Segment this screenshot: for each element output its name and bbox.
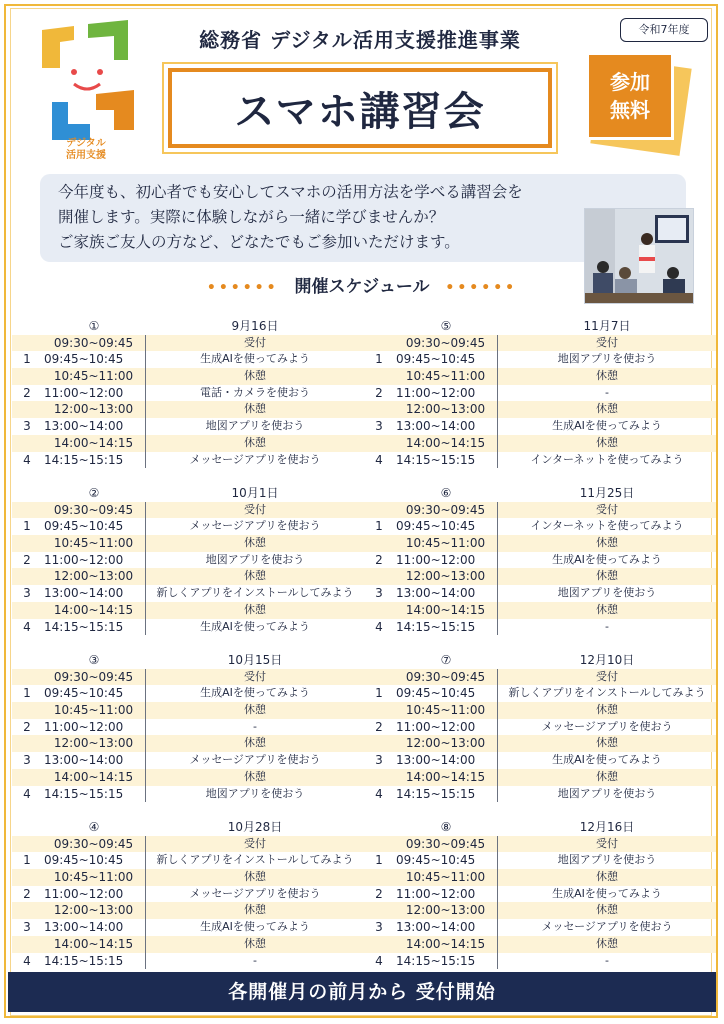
lesson-number: 4 xyxy=(375,452,383,467)
lesson-time: 09:30~09:45 xyxy=(394,502,498,519)
table-row xyxy=(12,452,364,469)
table-row xyxy=(364,602,716,619)
lesson-content: 休憩 xyxy=(244,569,266,583)
lesson-time: 14:15~15:15 xyxy=(394,619,498,636)
lesson-number: 4 xyxy=(23,452,31,467)
schedule-table xyxy=(12,819,364,969)
lesson-time: 12:00~13:00 xyxy=(394,401,498,418)
session-date: 11月7日 xyxy=(583,319,631,333)
lesson-number: 4 xyxy=(375,619,383,634)
lesson-content: 新しくアプリをインストールしてみよう xyxy=(156,853,354,867)
lesson-content: インターネットを使ってみよう xyxy=(530,452,684,466)
lesson-number: 1 xyxy=(375,686,383,701)
lesson-number: 2 xyxy=(375,385,383,400)
lesson-content: - xyxy=(253,719,257,733)
lesson-time: 13:00~14:00 xyxy=(394,418,498,435)
lesson-time: 14:15~15:15 xyxy=(42,619,146,636)
lesson-time: 13:00~14:00 xyxy=(42,752,146,769)
table-row xyxy=(364,552,716,569)
lesson-content: 休憩 xyxy=(244,703,266,717)
lesson-content: 休憩 xyxy=(596,703,618,717)
lesson-content: 受付 xyxy=(244,669,266,683)
table-row xyxy=(364,702,716,719)
table-row xyxy=(364,385,716,402)
lesson-content: 休憩 xyxy=(596,870,618,884)
lesson-number: 3 xyxy=(23,753,31,768)
lesson-time: 11:00~12:00 xyxy=(42,886,146,903)
table-row xyxy=(12,385,364,402)
lesson-time: 10:45~11:00 xyxy=(42,869,146,886)
schedule-table xyxy=(12,318,364,468)
session-date: 10月15日 xyxy=(227,653,283,667)
lesson-time: 11:00~12:00 xyxy=(394,886,498,903)
lesson-content: 地図アプリを使おう xyxy=(557,352,657,366)
table-row xyxy=(364,719,716,736)
lesson-number: 2 xyxy=(375,886,383,901)
table-row xyxy=(12,936,364,953)
table-row xyxy=(364,919,716,936)
ministry-title: 総務省 デジタル活用支援推進事業 xyxy=(199,28,521,52)
lesson-time: 09:45~10:45 xyxy=(42,518,146,535)
schedule-table xyxy=(364,819,716,969)
dots-right-icon: •••••• xyxy=(445,280,518,296)
table-row xyxy=(364,752,716,769)
lesson-number: 1 xyxy=(375,352,383,367)
lesson-content: インターネットを使ってみよう xyxy=(530,519,684,533)
lesson-number: 2 xyxy=(23,719,31,734)
table-row xyxy=(364,518,716,535)
session-number: ② xyxy=(88,486,100,500)
table-row xyxy=(364,452,716,469)
lesson-content: 地図アプリを使おう xyxy=(557,586,657,600)
lesson-number: 2 xyxy=(375,552,383,567)
lesson-content: 休憩 xyxy=(596,769,618,783)
lesson-time: 14:00~14:15 xyxy=(394,435,498,452)
table-row xyxy=(12,401,364,418)
lesson-content: 休憩 xyxy=(596,736,618,750)
lesson-time: 09:30~09:45 xyxy=(394,836,498,853)
session-date: 12月10日 xyxy=(579,653,635,667)
lesson-content: 休憩 xyxy=(244,903,266,917)
lesson-content: 休憩 xyxy=(596,602,618,616)
table-row xyxy=(12,769,364,786)
lesson-content: 休憩 xyxy=(244,402,266,416)
schedule-table xyxy=(364,652,716,802)
lesson-number: 3 xyxy=(375,586,383,601)
lesson-time: 11:00~12:00 xyxy=(42,552,146,569)
lesson-number: 1 xyxy=(375,853,383,868)
lesson-time: 14:00~14:15 xyxy=(42,602,146,619)
table-row xyxy=(12,886,364,903)
lesson-time: 09:45~10:45 xyxy=(42,852,146,869)
lesson-time: 10:45~11:00 xyxy=(394,869,498,886)
lesson-number: 4 xyxy=(375,953,383,968)
lesson-content: メッセージアプリを使おう xyxy=(541,719,673,733)
lesson-content: - xyxy=(605,953,609,967)
lesson-number: 2 xyxy=(23,552,31,567)
lesson-content: 休憩 xyxy=(596,936,618,950)
lesson-time: 09:30~09:45 xyxy=(42,669,146,686)
lesson-time: 10:45~11:00 xyxy=(394,368,498,385)
schedule-header-row xyxy=(12,652,364,669)
schedule-table xyxy=(12,652,364,802)
lesson-time: 14:00~14:15 xyxy=(394,936,498,953)
lesson-content: 休憩 xyxy=(596,536,618,550)
lesson-content: メッセージアプリを使おう xyxy=(189,886,321,900)
lesson-number: 2 xyxy=(375,719,383,734)
lesson-number: 1 xyxy=(375,519,383,534)
table-row xyxy=(364,619,716,636)
lesson-time: 14:15~15:15 xyxy=(42,953,146,970)
session-number: ① xyxy=(88,319,100,333)
lesson-time: 14:15~15:15 xyxy=(394,786,498,803)
table-row xyxy=(364,836,716,853)
lesson-content: 生成AIを使ってみよう xyxy=(200,619,310,633)
table-row xyxy=(364,669,716,686)
lesson-content: メッセージアプリを使おう xyxy=(189,452,321,466)
lesson-content: 休憩 xyxy=(244,602,266,616)
lesson-time: 10:45~11:00 xyxy=(42,702,146,719)
lesson-content: - xyxy=(253,953,257,967)
lesson-content: 休憩 xyxy=(244,936,266,950)
table-row xyxy=(12,869,364,886)
lesson-time: 14:00~14:15 xyxy=(42,769,146,786)
schedule-table xyxy=(364,318,716,468)
lesson-time: 10:45~11:00 xyxy=(394,535,498,552)
table-row xyxy=(364,401,716,418)
schedule-header-row xyxy=(364,485,716,502)
table-row xyxy=(12,735,364,752)
lesson-number: 4 xyxy=(23,786,31,801)
lesson-content: 休憩 xyxy=(244,769,266,783)
lesson-time: 14:15~15:15 xyxy=(42,786,146,803)
lesson-time: 11:00~12:00 xyxy=(394,552,498,569)
lesson-content: 地図アプリを使おう xyxy=(205,552,305,566)
free-badge xyxy=(586,52,686,150)
lesson-time: 09:30~09:45 xyxy=(42,836,146,853)
lesson-time: 12:00~13:00 xyxy=(394,568,498,585)
schedule-header-row xyxy=(364,652,716,669)
lesson-content: 休憩 xyxy=(596,903,618,917)
page-title: スマホ講習会 xyxy=(234,89,486,135)
lesson-content: 地図アプリを使おう xyxy=(557,786,657,800)
lesson-content: 受付 xyxy=(596,502,618,516)
lesson-time: 11:00~12:00 xyxy=(42,385,146,402)
lesson-content: 生成AIを使ってみよう xyxy=(200,920,310,934)
lesson-content: 休憩 xyxy=(244,435,266,449)
session-number: ⑦ xyxy=(440,653,452,667)
table-row xyxy=(364,735,716,752)
lesson-time: 12:00~13:00 xyxy=(42,401,146,418)
lesson-content: 受付 xyxy=(596,335,618,349)
dots-left-icon: •••••• xyxy=(206,280,279,296)
lesson-time: 09:30~09:45 xyxy=(42,335,146,352)
table-row xyxy=(364,786,716,803)
lesson-number: 3 xyxy=(23,920,31,935)
session-date: 10月28日 xyxy=(227,820,283,834)
schedule-title: •••••• 開催スケジュール •••••• xyxy=(206,277,518,297)
session-date: 11月25日 xyxy=(579,486,635,500)
lesson-number: 3 xyxy=(23,586,31,601)
lesson-time: 14:15~15:15 xyxy=(394,953,498,970)
lesson-content: 地図アプリを使おう xyxy=(557,853,657,867)
lesson-content: 休憩 xyxy=(596,435,618,449)
lesson-time: 09:45~10:45 xyxy=(394,685,498,702)
lesson-content: 生成AIを使ってみよう xyxy=(552,552,662,566)
lesson-number: 1 xyxy=(23,352,31,367)
lesson-time: 12:00~13:00 xyxy=(42,568,146,585)
table-row xyxy=(12,902,364,919)
lesson-time: 14:00~14:15 xyxy=(42,435,146,452)
table-row xyxy=(364,852,716,869)
table-row xyxy=(12,502,364,519)
table-row xyxy=(12,335,364,352)
lesson-time: 11:00~12:00 xyxy=(394,385,498,402)
lesson-content: 生成AIを使ってみよう xyxy=(552,419,662,433)
lesson-time: 09:30~09:45 xyxy=(394,669,498,686)
table-row xyxy=(364,335,716,352)
table-row xyxy=(364,685,716,702)
table-row xyxy=(12,685,364,702)
lesson-number: 4 xyxy=(375,786,383,801)
lesson-time: 09:45~10:45 xyxy=(42,685,146,702)
logo-text: デジタル 活用支援 xyxy=(66,138,106,161)
table-row xyxy=(12,953,364,970)
lesson-time: 13:00~14:00 xyxy=(394,585,498,602)
table-row xyxy=(12,836,364,853)
lesson-content: 休憩 xyxy=(244,369,266,383)
table-row xyxy=(12,368,364,385)
table-row xyxy=(364,368,716,385)
schedule-header-row xyxy=(364,318,716,335)
table-row xyxy=(364,568,716,585)
lesson-time: 14:15~15:15 xyxy=(394,452,498,469)
table-row xyxy=(364,869,716,886)
lesson-number: 1 xyxy=(23,686,31,701)
table-row xyxy=(364,936,716,953)
lesson-content: 受付 xyxy=(596,836,618,850)
lesson-content: 生成AIを使ってみよう xyxy=(552,886,662,900)
lesson-content: メッセージアプリを使おう xyxy=(189,753,321,767)
table-row xyxy=(12,435,364,452)
session-number: ⑥ xyxy=(440,486,452,500)
table-row xyxy=(12,786,364,803)
lesson-content: 休憩 xyxy=(244,736,266,750)
lesson-content: 電話・カメラを使おう xyxy=(200,385,310,399)
lesson-number: 4 xyxy=(23,953,31,968)
session-date: 9月16日 xyxy=(231,319,279,333)
lesson-content: - xyxy=(605,619,609,633)
lesson-content: 休憩 xyxy=(596,569,618,583)
lesson-content: 受付 xyxy=(596,669,618,683)
table-row xyxy=(12,585,364,602)
schedule-header-row xyxy=(12,485,364,502)
lesson-time: 10:45~11:00 xyxy=(42,368,146,385)
lesson-time: 13:00~14:00 xyxy=(42,585,146,602)
lesson-content: 生成AIを使ってみよう xyxy=(200,686,310,700)
schedule-header-row xyxy=(12,819,364,836)
lesson-time: 10:45~11:00 xyxy=(394,702,498,719)
table-row xyxy=(364,435,716,452)
lesson-content: 地図アプリを使おう xyxy=(205,786,305,800)
lesson-time: 09:30~09:45 xyxy=(42,502,146,519)
lesson-content: 休憩 xyxy=(244,536,266,550)
lesson-time: 11:00~12:00 xyxy=(394,719,498,736)
lesson-content: 新しくアプリをインストールしてみよう xyxy=(156,586,354,600)
table-row xyxy=(364,886,716,903)
schedule-header-row xyxy=(364,819,716,836)
session-date: 10月1日 xyxy=(231,486,279,500)
lesson-number: 1 xyxy=(23,853,31,868)
lesson-time: 09:45~10:45 xyxy=(394,518,498,535)
table-row xyxy=(12,852,364,869)
lesson-time: 09:30~09:45 xyxy=(394,335,498,352)
table-row xyxy=(364,902,716,919)
schedule-table xyxy=(364,485,716,635)
lesson-number: 4 xyxy=(23,619,31,634)
lesson-content: メッセージアプリを使おう xyxy=(189,519,321,533)
lesson-number: 3 xyxy=(375,419,383,434)
lesson-number: 3 xyxy=(23,419,31,434)
lesson-time: 13:00~14:00 xyxy=(42,919,146,936)
lesson-time: 13:00~14:00 xyxy=(394,919,498,936)
lesson-content: 生成AIを使ってみよう xyxy=(200,352,310,366)
lesson-content: 受付 xyxy=(244,502,266,516)
lesson-time: 14:00~14:15 xyxy=(42,936,146,953)
table-row xyxy=(364,418,716,435)
lesson-content: 受付 xyxy=(244,836,266,850)
lesson-content: 生成AIを使ってみよう xyxy=(552,753,662,767)
lesson-content: 休憩 xyxy=(596,369,618,383)
session-number: ④ xyxy=(88,820,100,834)
lesson-time: 09:45~10:45 xyxy=(394,852,498,869)
lesson-time: 12:00~13:00 xyxy=(394,902,498,919)
free-badge-label: 参加 無料 xyxy=(586,52,674,140)
schedule-table xyxy=(12,485,364,635)
year-badge: 令和7年度 xyxy=(620,18,708,42)
table-row xyxy=(12,552,364,569)
table-row xyxy=(12,418,364,435)
table-row xyxy=(12,719,364,736)
table-row xyxy=(12,602,364,619)
table-row xyxy=(12,518,364,535)
lesson-number: 3 xyxy=(375,753,383,768)
schedule-header-row xyxy=(12,318,364,335)
lesson-content: メッセージアプリを使おう xyxy=(541,920,673,934)
table-row xyxy=(364,585,716,602)
lesson-number: 2 xyxy=(23,886,31,901)
lesson-time: 09:45~10:45 xyxy=(394,351,498,368)
title-box xyxy=(168,68,552,148)
lesson-time: 13:00~14:00 xyxy=(42,418,146,435)
lesson-content: 受付 xyxy=(244,335,266,349)
lesson-time: 12:00~13:00 xyxy=(42,735,146,752)
table-row xyxy=(12,669,364,686)
lesson-time: 14:00~14:15 xyxy=(394,602,498,619)
table-row xyxy=(364,502,716,519)
table-row xyxy=(12,752,364,769)
lesson-time: 12:00~13:00 xyxy=(394,735,498,752)
lesson-time: 13:00~14:00 xyxy=(394,752,498,769)
table-row xyxy=(12,702,364,719)
table-row xyxy=(364,535,716,552)
lesson-number: 2 xyxy=(23,385,31,400)
lesson-content: 新しくアプリをインストールしてみよう xyxy=(508,686,706,700)
lesson-content: 地図アプリを使おう xyxy=(205,419,305,433)
table-row xyxy=(12,919,364,936)
session-number: ③ xyxy=(88,653,100,667)
lesson-number: 3 xyxy=(375,920,383,935)
session-number: ⑤ xyxy=(440,319,452,333)
table-row xyxy=(12,568,364,585)
table-row xyxy=(12,351,364,368)
lesson-time: 11:00~12:00 xyxy=(42,719,146,736)
footer-banner: 各開催月の前月から 受付開始 xyxy=(8,972,716,1012)
lesson-time: 10:45~11:00 xyxy=(42,535,146,552)
intro-text: 今年度も、初心者でも安心してスマホの活用方法を学べる講習会を 開催します。実際に体験しながら一緒に学びませんか？ ご家族ご友人の方など、どなたでもご参加いただけます。 xyxy=(58,183,523,251)
lesson-time: 09:45~10:45 xyxy=(42,351,146,368)
table-row xyxy=(12,619,364,636)
table-row xyxy=(364,953,716,970)
lesson-content: - xyxy=(605,385,609,399)
session-number: ⑧ xyxy=(440,820,452,834)
lesson-content: 休憩 xyxy=(596,402,618,416)
lesson-time: 12:00~13:00 xyxy=(42,902,146,919)
lesson-time: 14:15~15:15 xyxy=(42,452,146,469)
table-row xyxy=(364,351,716,368)
session-date: 12月16日 xyxy=(579,820,635,834)
table-row xyxy=(12,535,364,552)
lesson-number: 1 xyxy=(23,519,31,534)
lesson-content: 休憩 xyxy=(244,870,266,884)
lesson-time: 14:00~14:15 xyxy=(394,769,498,786)
table-row xyxy=(364,769,716,786)
